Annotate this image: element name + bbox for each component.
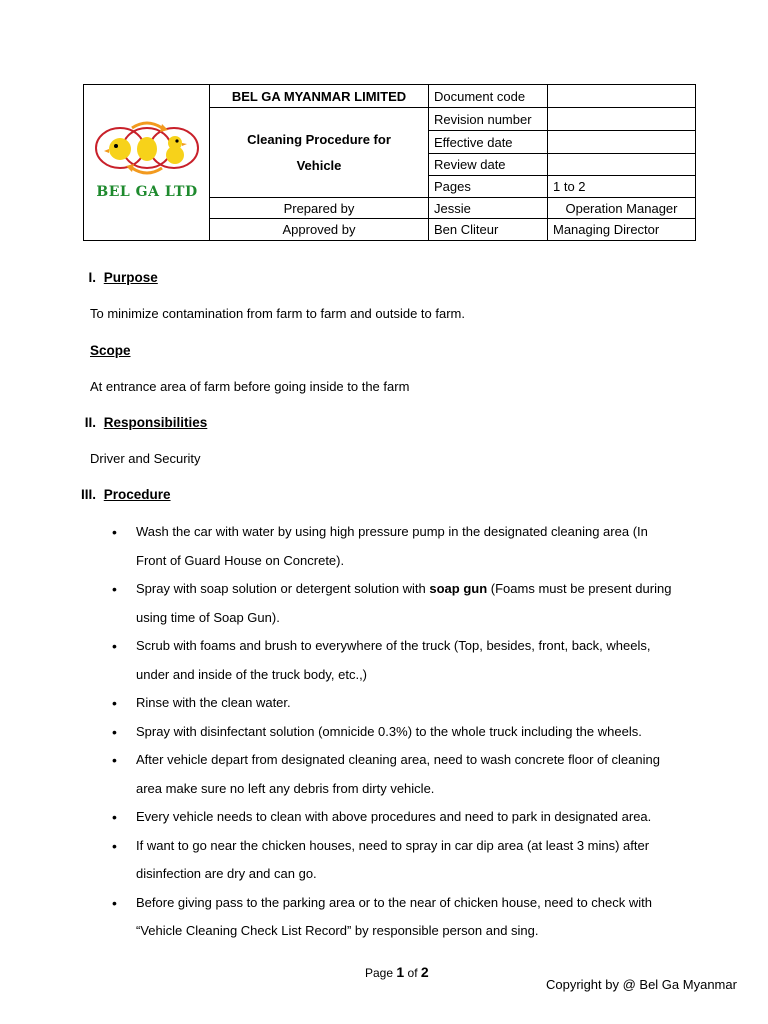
page-number: Page 1 of 2	[365, 964, 429, 980]
prepared-by-name: Jessie	[429, 198, 548, 219]
document-title	[210, 108, 429, 198]
bullet-icon: •	[112, 695, 117, 711]
approved-by-name: Ben Cliteur	[429, 219, 548, 241]
prepared-by-role: Operation Manager	[548, 198, 696, 219]
approved-by-role: Managing Director	[548, 219, 696, 241]
bullet-icon: •	[112, 638, 117, 654]
field-value-review-date	[548, 154, 696, 176]
approved-by-label: Approved by	[210, 219, 429, 241]
current-page: 1	[396, 964, 405, 980]
bullet-icon: •	[112, 809, 117, 825]
field-value-revision-number	[548, 108, 696, 131]
responsibilities-heading-number: II.	[84, 415, 96, 430]
responsibilities-heading-title: Responsibilities	[103, 415, 208, 430]
list-item: • Wash the car with water by using high pressure pump in the designated cleaning area (In Front of Guard House on Concrete).	[112, 518, 712, 575]
responsibilities-text: Driver and Security	[90, 451, 201, 466]
field-value-effective-date	[548, 131, 696, 154]
list-item: • Rinse with the clean water.	[112, 689, 712, 718]
field-value-pages: 1 to 2	[548, 176, 696, 198]
purpose-heading-number: I.	[88, 270, 96, 285]
document-header-table	[83, 84, 696, 241]
document-title-line2: Vehicle	[296, 157, 342, 173]
bullet-icon: •	[112, 752, 117, 768]
field-label-effective-date: Effective date	[429, 131, 548, 154]
purpose-heading-title: Purpose	[103, 270, 158, 285]
list-item: • Spray with soap solution or detergent solution with soap gun (Foams must be present during using time of Soap Gun).	[112, 575, 712, 632]
field-value-document-code	[548, 85, 696, 108]
bel-ga-logo	[92, 116, 202, 206]
list-item: • Scrub with foams and brush to everywhere of the truck (Top, besides, front, back, wheels, under and inside of the truck body, etc.,)	[112, 632, 712, 689]
bullet-icon: •	[112, 581, 117, 597]
field-label-pages: Pages	[429, 176, 548, 198]
field-label-document-code: Document code	[429, 85, 548, 108]
responsibilities-heading	[78, 415, 207, 430]
logo-cell	[84, 85, 210, 241]
prepared-by-label: Prepared by	[210, 198, 429, 219]
soap-gun-emphasis: soap gun	[429, 581, 488, 596]
bullet-icon: •	[112, 894, 117, 911]
scope-heading-title: Scope	[90, 343, 131, 358]
scope-text: At entrance area of farm before going inside to the farm	[90, 379, 410, 394]
procedure-heading-title: Procedure	[103, 487, 171, 502]
bullet-icon: •	[112, 524, 117, 540]
procedure-heading	[74, 487, 171, 502]
procedure-heading-number: III.	[80, 487, 96, 502]
purpose-heading	[82, 270, 158, 285]
total-pages: 2	[420, 964, 429, 980]
copyright-notice: Copyright by @ Bel Ga Myanmar	[546, 977, 737, 992]
bullet-icon: •	[112, 837, 117, 854]
list-item: • Every vehicle needs to clean with above procedures and need to park in designated area.	[112, 803, 712, 832]
field-label-review-date: Review date	[429, 154, 548, 176]
bullet-icon: •	[112, 723, 117, 740]
document-title-line1: Cleaning Procedure for	[247, 131, 391, 147]
list-item: • Spray with disinfectant solution (omnicide 0.3%) to the whole truck including the wheels.	[112, 718, 712, 747]
scope-heading	[90, 343, 131, 358]
company-name: BEL GA MYANMAR LIMITED	[210, 85, 429, 108]
list-item: • Before giving pass to the parking area or to the near of chicken house, need to check with “Vehicle Cleaning Check List Record” by responsible person and sing.	[112, 889, 712, 946]
logo-text: BEL GA LTD	[95, 184, 198, 200]
field-label-revision-number: Revision number	[429, 108, 548, 131]
procedure-list	[112, 518, 712, 946]
list-item: • After vehicle depart from designated cleaning area, need to wash concrete floor of cleaning area make sure no left any debris from dirty vehicle.	[112, 746, 712, 803]
purpose-text: To minimize contamination from farm to farm and outside to farm.	[90, 306, 465, 321]
list-item: • If want to go near the chicken houses, need to spray in car dip area (at least 3 mins) after disinfection are dry and can go.	[112, 832, 712, 889]
